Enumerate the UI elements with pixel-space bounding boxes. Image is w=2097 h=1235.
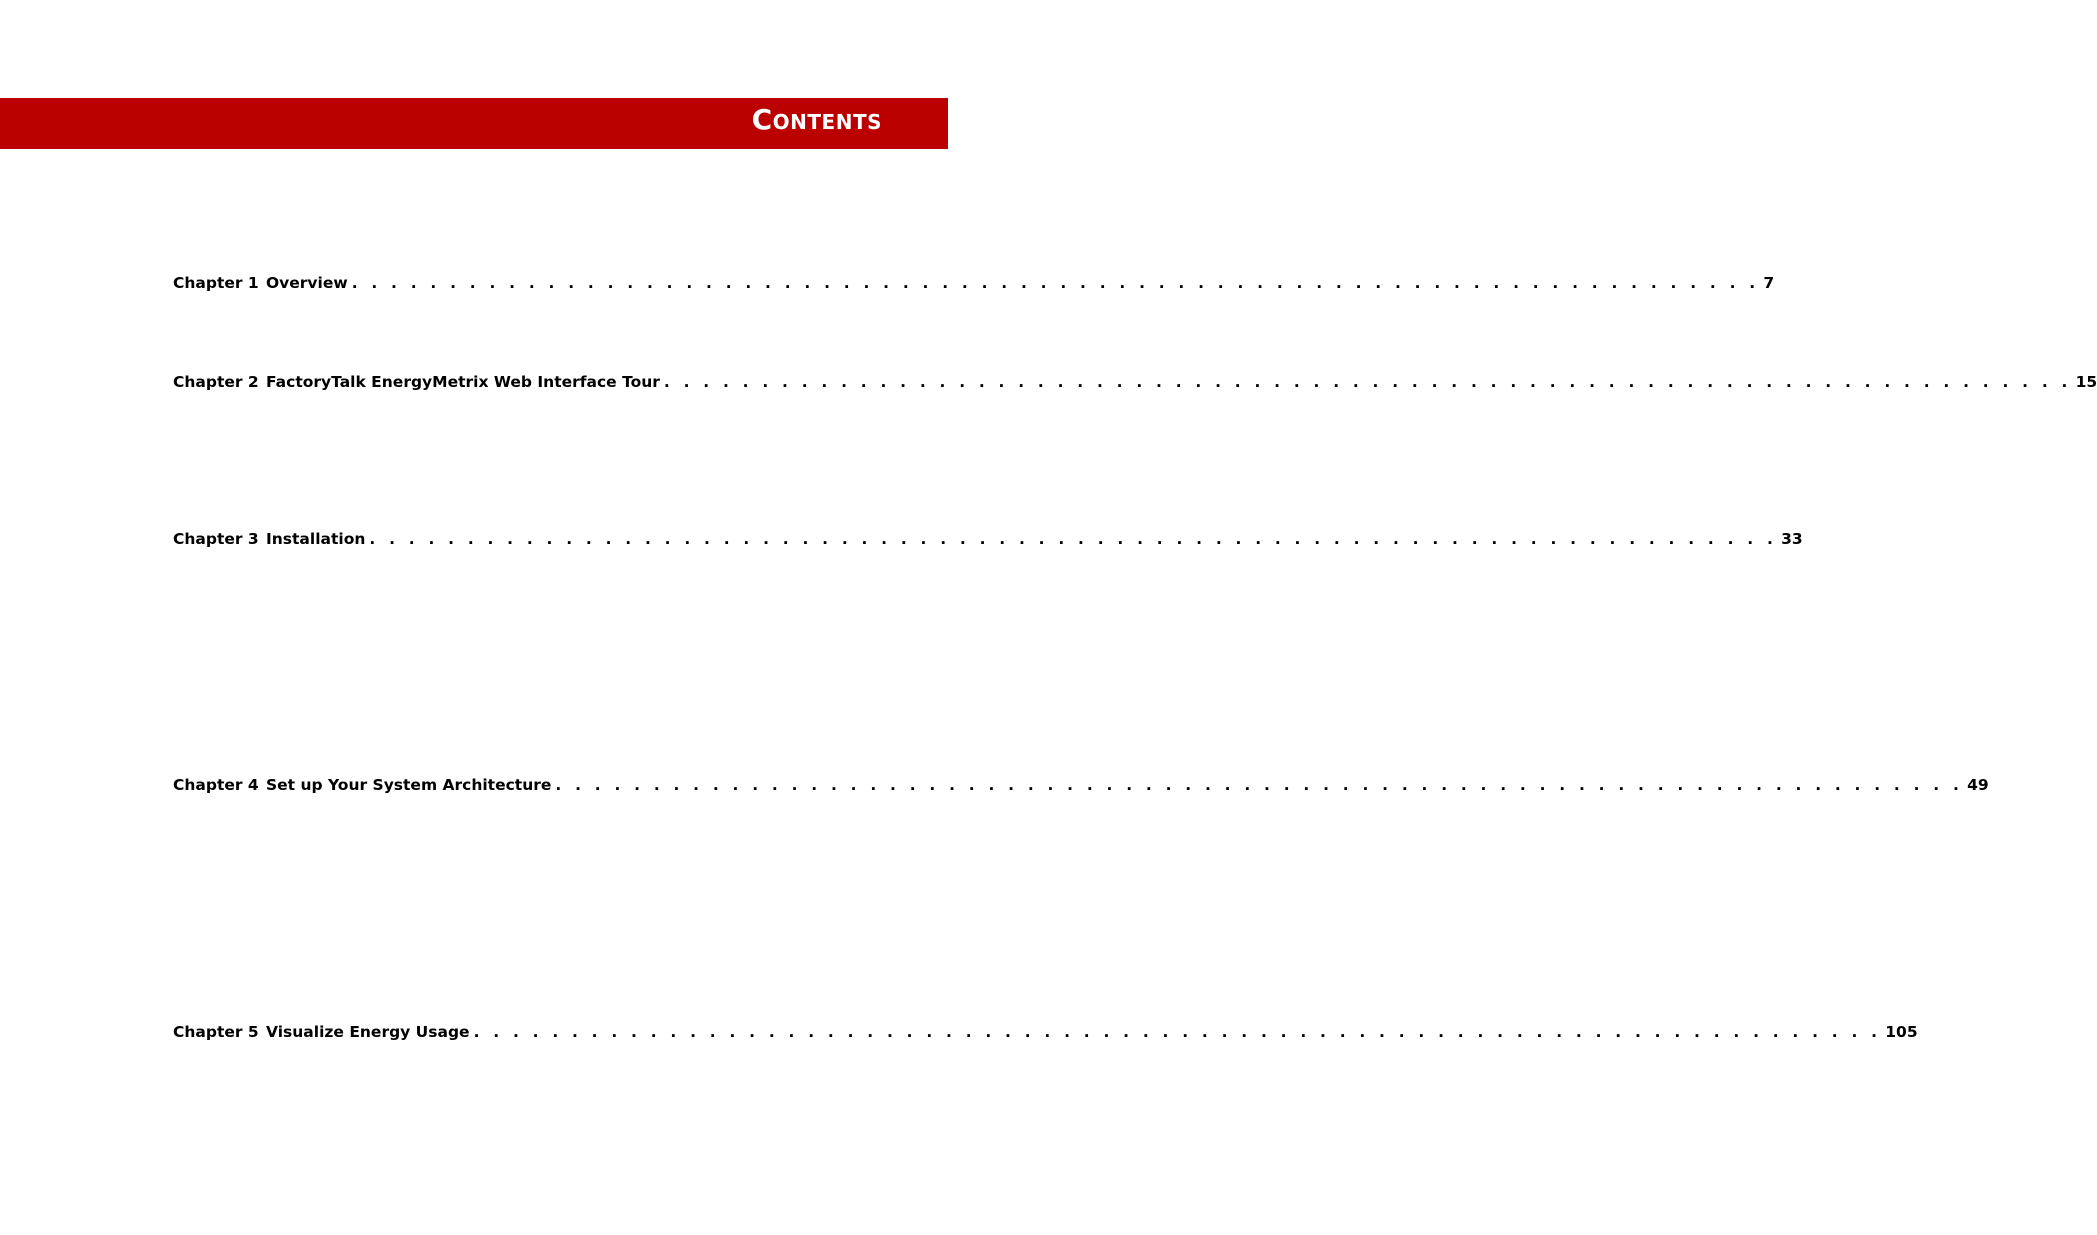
toc-entry-chapter-1[interactable]	[173, 274, 1775, 298]
chapter-label: Chapter 3	[173, 530, 259, 548]
toc-entry-chapter-5[interactable]	[173, 1023, 1918, 1047]
chapter-label: Chapter 5	[173, 1023, 259, 1041]
page-number[interactable]: 7	[1763, 274, 1775, 292]
chapter-title[interactable]: FactoryTalk EnergyMetrix Web Interface Tour	[266, 373, 660, 391]
page-number[interactable]: 49	[1967, 776, 1989, 794]
chapter-title[interactable]: Visualize Energy Usage	[266, 1023, 470, 1041]
dot-leader: . . . . . . . . . . . . . . . . . . . . . . . . . . . . . . . . . . . . . . . . . . . . . . . . . . . . . . . . . . . . . . . . . . . . . . . .	[663, 373, 2072, 391]
page-number[interactable]: 105	[1885, 1023, 1918, 1041]
dot-leader: . . . . . . . . . . . . . . . . . . . . . . . . . . . . . . . . . . . . . . . . . . . . . . . . . . . . . . . . . . . . . . . . . . . . . . . .	[369, 530, 1778, 548]
dot-leader: . . . . . . . . . . . . . . . . . . . . . . . . . . . . . . . . . . . . . . . . . . . . . . . . . . . . . . . . . . . . . . . . . . . . . . . .	[351, 274, 1760, 292]
dot-leader: . . . . . . . . . . . . . . . . . . . . . . . . . . . . . . . . . . . . . . . . . . . . . . . . . . . . . . . . . . . . . . . . . . . . . . . .	[555, 776, 1964, 794]
toc-entry-chapter-2[interactable]	[173, 373, 2097, 397]
toc-entry-chapter-3[interactable]	[173, 530, 1803, 554]
contents-banner	[0, 98, 948, 149]
chapter-label: Chapter 1	[173, 274, 259, 292]
chapter-label: Chapter 4	[173, 776, 259, 794]
page-number[interactable]: 33	[1781, 530, 1803, 548]
page-title: Contents	[751, 103, 882, 136]
chapter-title[interactable]: Installation	[266, 530, 366, 548]
chapter-title[interactable]: Set up Your System Architecture	[266, 776, 552, 794]
page-number[interactable]: 15	[2075, 373, 2097, 391]
chapter-label: Chapter 2	[173, 373, 259, 391]
toc-entry-chapter-4[interactable]	[173, 776, 1989, 800]
chapter-title[interactable]: Overview	[266, 274, 348, 292]
dot-leader: . . . . . . . . . . . . . . . . . . . . . . . . . . . . . . . . . . . . . . . . . . . . . . . . . . . . . . . . . . . . . . . . . . . . . . . .	[473, 1023, 1882, 1041]
